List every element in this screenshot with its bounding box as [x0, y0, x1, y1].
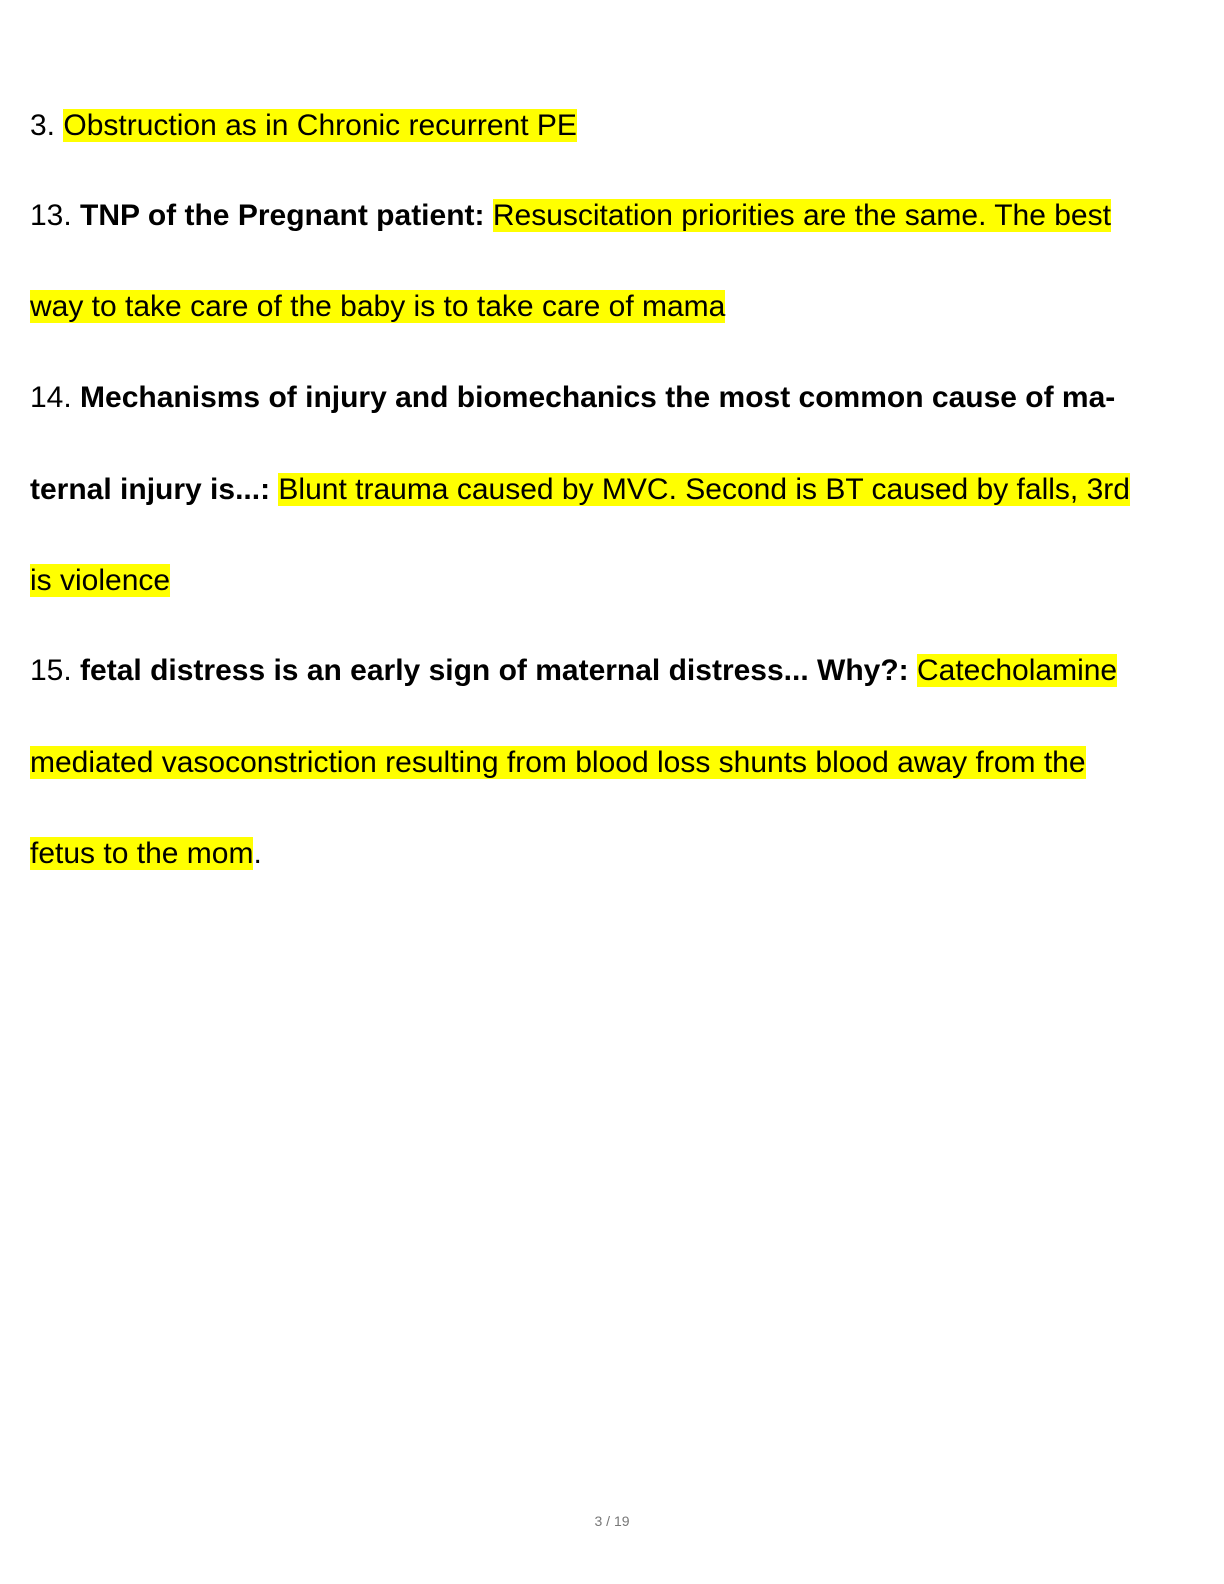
- item-13-question: TNP of the Pregnant patient:: [80, 199, 485, 232]
- item-3-answer: Obstruction as in Chronic recurrent PE: [63, 109, 577, 142]
- item-14-question-line-2: ternal injury is...:: [30, 473, 271, 506]
- item-15-line-2: [30, 745, 1086, 781]
- item-15-line-3: [30, 836, 262, 872]
- item-13-answer-line-1: Resuscitation priorities are the same. The best: [492, 199, 1111, 232]
- item-15-question: fetal distress is an early sign of maternal distress... Why?:: [80, 654, 909, 687]
- item-14-line-3: [30, 563, 170, 599]
- item-14-line-2: [30, 472, 1130, 508]
- item-13-line-2: [30, 289, 725, 325]
- item-15-answer-line-2: mediated vasoconstriction resulting from blood loss shunts blood away from the: [30, 746, 1086, 779]
- item-3-line-1: [30, 108, 577, 144]
- item-14-answer-line-2: is violence: [30, 564, 171, 597]
- item-14-number: 14.: [30, 381, 81, 414]
- item-15-line-1: [30, 653, 1117, 689]
- item-13-line-1: [30, 198, 1111, 234]
- item-15-answer-line-1: Catecholamine: [917, 654, 1118, 687]
- item-15-trailing-period: .: [253, 837, 262, 870]
- item-3-number: 3.: [30, 109, 64, 142]
- item-14-question-line-1: Mechanisms of injury and biomechanics the most common cause of ma-: [80, 381, 1116, 414]
- item-14-answer-line-1: Blunt trauma caused by MVC. Second is BT caused by falls, 3rd: [278, 473, 1130, 506]
- item-13-answer-line-2: way to take care of the baby is to take care of mama: [30, 290, 726, 323]
- item-15-number: 15.: [30, 654, 81, 687]
- page-indicator: 3 / 19: [594, 1513, 630, 1529]
- item-13-number: 13.: [30, 199, 81, 232]
- item-15-answer-line-3: fetus to the mom: [30, 837, 254, 870]
- item-14-line-1: [30, 380, 1115, 416]
